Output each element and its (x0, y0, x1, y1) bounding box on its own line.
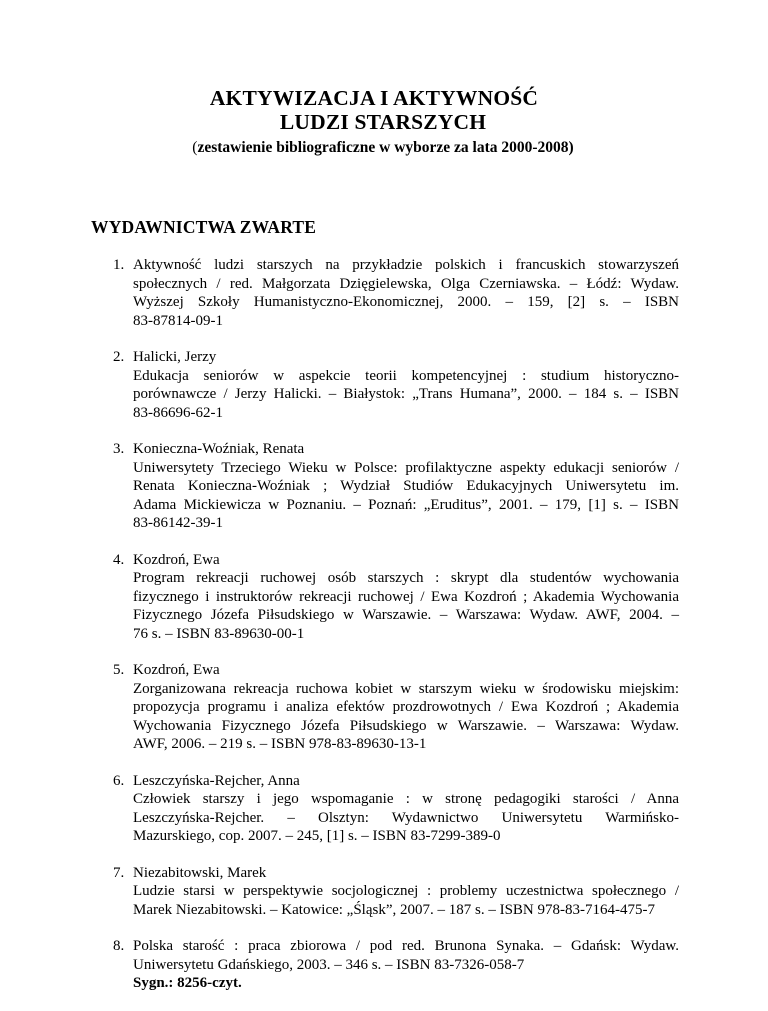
entry-author: Niezabitowski, Marek (133, 864, 267, 881)
entry-description-line: Renata Konieczna-Woźniak ; Wydział Studiów Edukacyjnych Uniwersytetu im. (133, 478, 679, 494)
entry-author: Konieczna-Woźniak, Renata (133, 441, 305, 457)
bibliography-entry (113, 661, 679, 754)
entry-description-line: Zorganizowana rekreacja ruchowa kobiet w starszym wieku w środowisku miejskim: (133, 680, 679, 697)
entry-description-line: Polska starość : praca zbiorowa / pod red. Brunona Synaka. – Gdańsk: Wydaw. (133, 938, 679, 954)
entry-number: 2. (113, 349, 125, 365)
bibliography-entry (113, 348, 679, 422)
entry-description-line: Uniwersytetu Gdańskiego, 2003. – 346 s. – ISBN 83-7326-058-7 (133, 956, 525, 973)
entry-description-line: Wyższej Szkoły Humanistyczno-Ekonomicznej, 2000. – 159, [2] s. – ISBN (133, 294, 679, 310)
entry-description-line: Mazurskiego, cop. 2007. – 245, [1] s. – ISBN 83-7299-389-0 (133, 828, 501, 844)
entry-number: 1. (113, 257, 125, 273)
entry-description-line: Leszczyńska-Rejcher. – Olsztyn: Wydawnictwo Uniwersytetu Warmińsko- (133, 809, 679, 826)
entry-number: 5. (113, 662, 125, 678)
entry-author: Halicki, Jerzy (133, 349, 217, 365)
entry-author: Kozdroń, Ewa (133, 662, 220, 678)
entry-description-line: 76 s. – ISBN 83-89630-00-1 (133, 625, 305, 642)
entry-number: 6. (113, 772, 125, 789)
entry-description-line: Ludzie starsi w perspektywie socjologicznej : problemy uczestnictwa społecznego / (133, 883, 679, 899)
entry-call-number: Sygn.: 8256-czyt. (133, 975, 242, 991)
entry-description-line: społecznych / red. Małgorzata Dzięgielewska, Olga Czerniawska. – Łódź: Wydaw. (133, 275, 679, 292)
entry-description-line: Adama Mickiewicza w Poznaniu. – Poznań: „Eruditus”, 2001. – 179, [1] s. – ISBN (133, 496, 679, 513)
bibliography-entry (113, 937, 679, 993)
document-subtitle (0, 138, 768, 158)
subtitle-open-paren: ( (192, 139, 198, 156)
entry-description-line: Uniwersytety Trzeciego Wieku w Polsce: profilaktyczne aspekty edukacji seniorów / (133, 459, 679, 476)
entry-description-line: Edukacja seniorów w aspekcie teorii kompetencyjnej : studium historyczno- (133, 367, 679, 384)
entry-description-line: propozycja programu i analiza efektów prozdrowotnych / Ewa Kozdroń ; Akademia (133, 699, 679, 715)
entry-description-line: Program rekreacji ruchowej osób starszych : skrypt dla studentów wychowania (133, 570, 679, 586)
entry-description-line: AWF, 2006. – 219 s. – ISBN 978-83-89630-13-1 (133, 736, 427, 752)
entry-description-line: Wychowania Fizycznego Józefa Piłsudskiego w Warszawie. – Warszawa: Wydaw. (133, 717, 679, 734)
entry-description-line: 83-87814-09-1 (133, 312, 223, 329)
entry-number: 3. (113, 441, 125, 457)
entry-number: 7. (113, 864, 125, 881)
entry-description-line: Człowiek starszy i jego wspomaganie : w stronę pedagogiki starości / Anna (133, 791, 679, 807)
subtitle-text: zestawienie bibliograficzne w wyborze za lata 2000-2008) (197, 139, 574, 156)
entry-description-line: fizycznego i instruktorów rekreacji ruchowej / Ewa Kozdroń ; Akademia Wychowania (133, 588, 679, 605)
bibliography-entry (113, 440, 679, 533)
section-heading: WYDAWNICTWA ZWARTE (91, 217, 317, 237)
bibliography-entry (113, 772, 679, 846)
entry-description-line: Aktywność ludzi starszych na przykładzie polskich i francuskich stowarzyszeń (133, 257, 679, 273)
bibliography-entry (113, 256, 679, 330)
document-title-line-1: AKTYWIZACJA I AKTYWNOŚĆ (209, 86, 539, 110)
title-block (0, 86, 768, 158)
document-title-line-2: LUDZI STARSZYCH (279, 110, 487, 134)
entry-description-line: porównawcze / Jerzy Halicki. – Białystok: „Trans Humana”, 2000. – 184 s. – ISBN (133, 386, 679, 402)
entry-author: Kozdroń, Ewa (133, 551, 220, 568)
entry-description-line: Fizycznego Józefa Piłsudskiego w Warszawie. – Warszawa: Wydaw. AWF, 2004. – (133, 607, 679, 623)
entry-description-line: Marek Niezabitowski. – Katowice: „Śląsk”, 2007. – 187 s. – ISBN 978-83-7164-475-7 (133, 901, 655, 918)
bibliography-entry (113, 864, 679, 920)
entry-number: 8. (113, 938, 125, 954)
entry-description-line: 83-86142-39-1 (133, 515, 223, 531)
entry-author: Leszczyńska-Rejcher, Anna (133, 772, 300, 789)
bibliography-list (113, 256, 679, 1011)
entry-description-line: 83-86696-62-1 (133, 404, 223, 421)
bibliography-entry (113, 551, 679, 644)
entry-number: 4. (113, 551, 125, 568)
